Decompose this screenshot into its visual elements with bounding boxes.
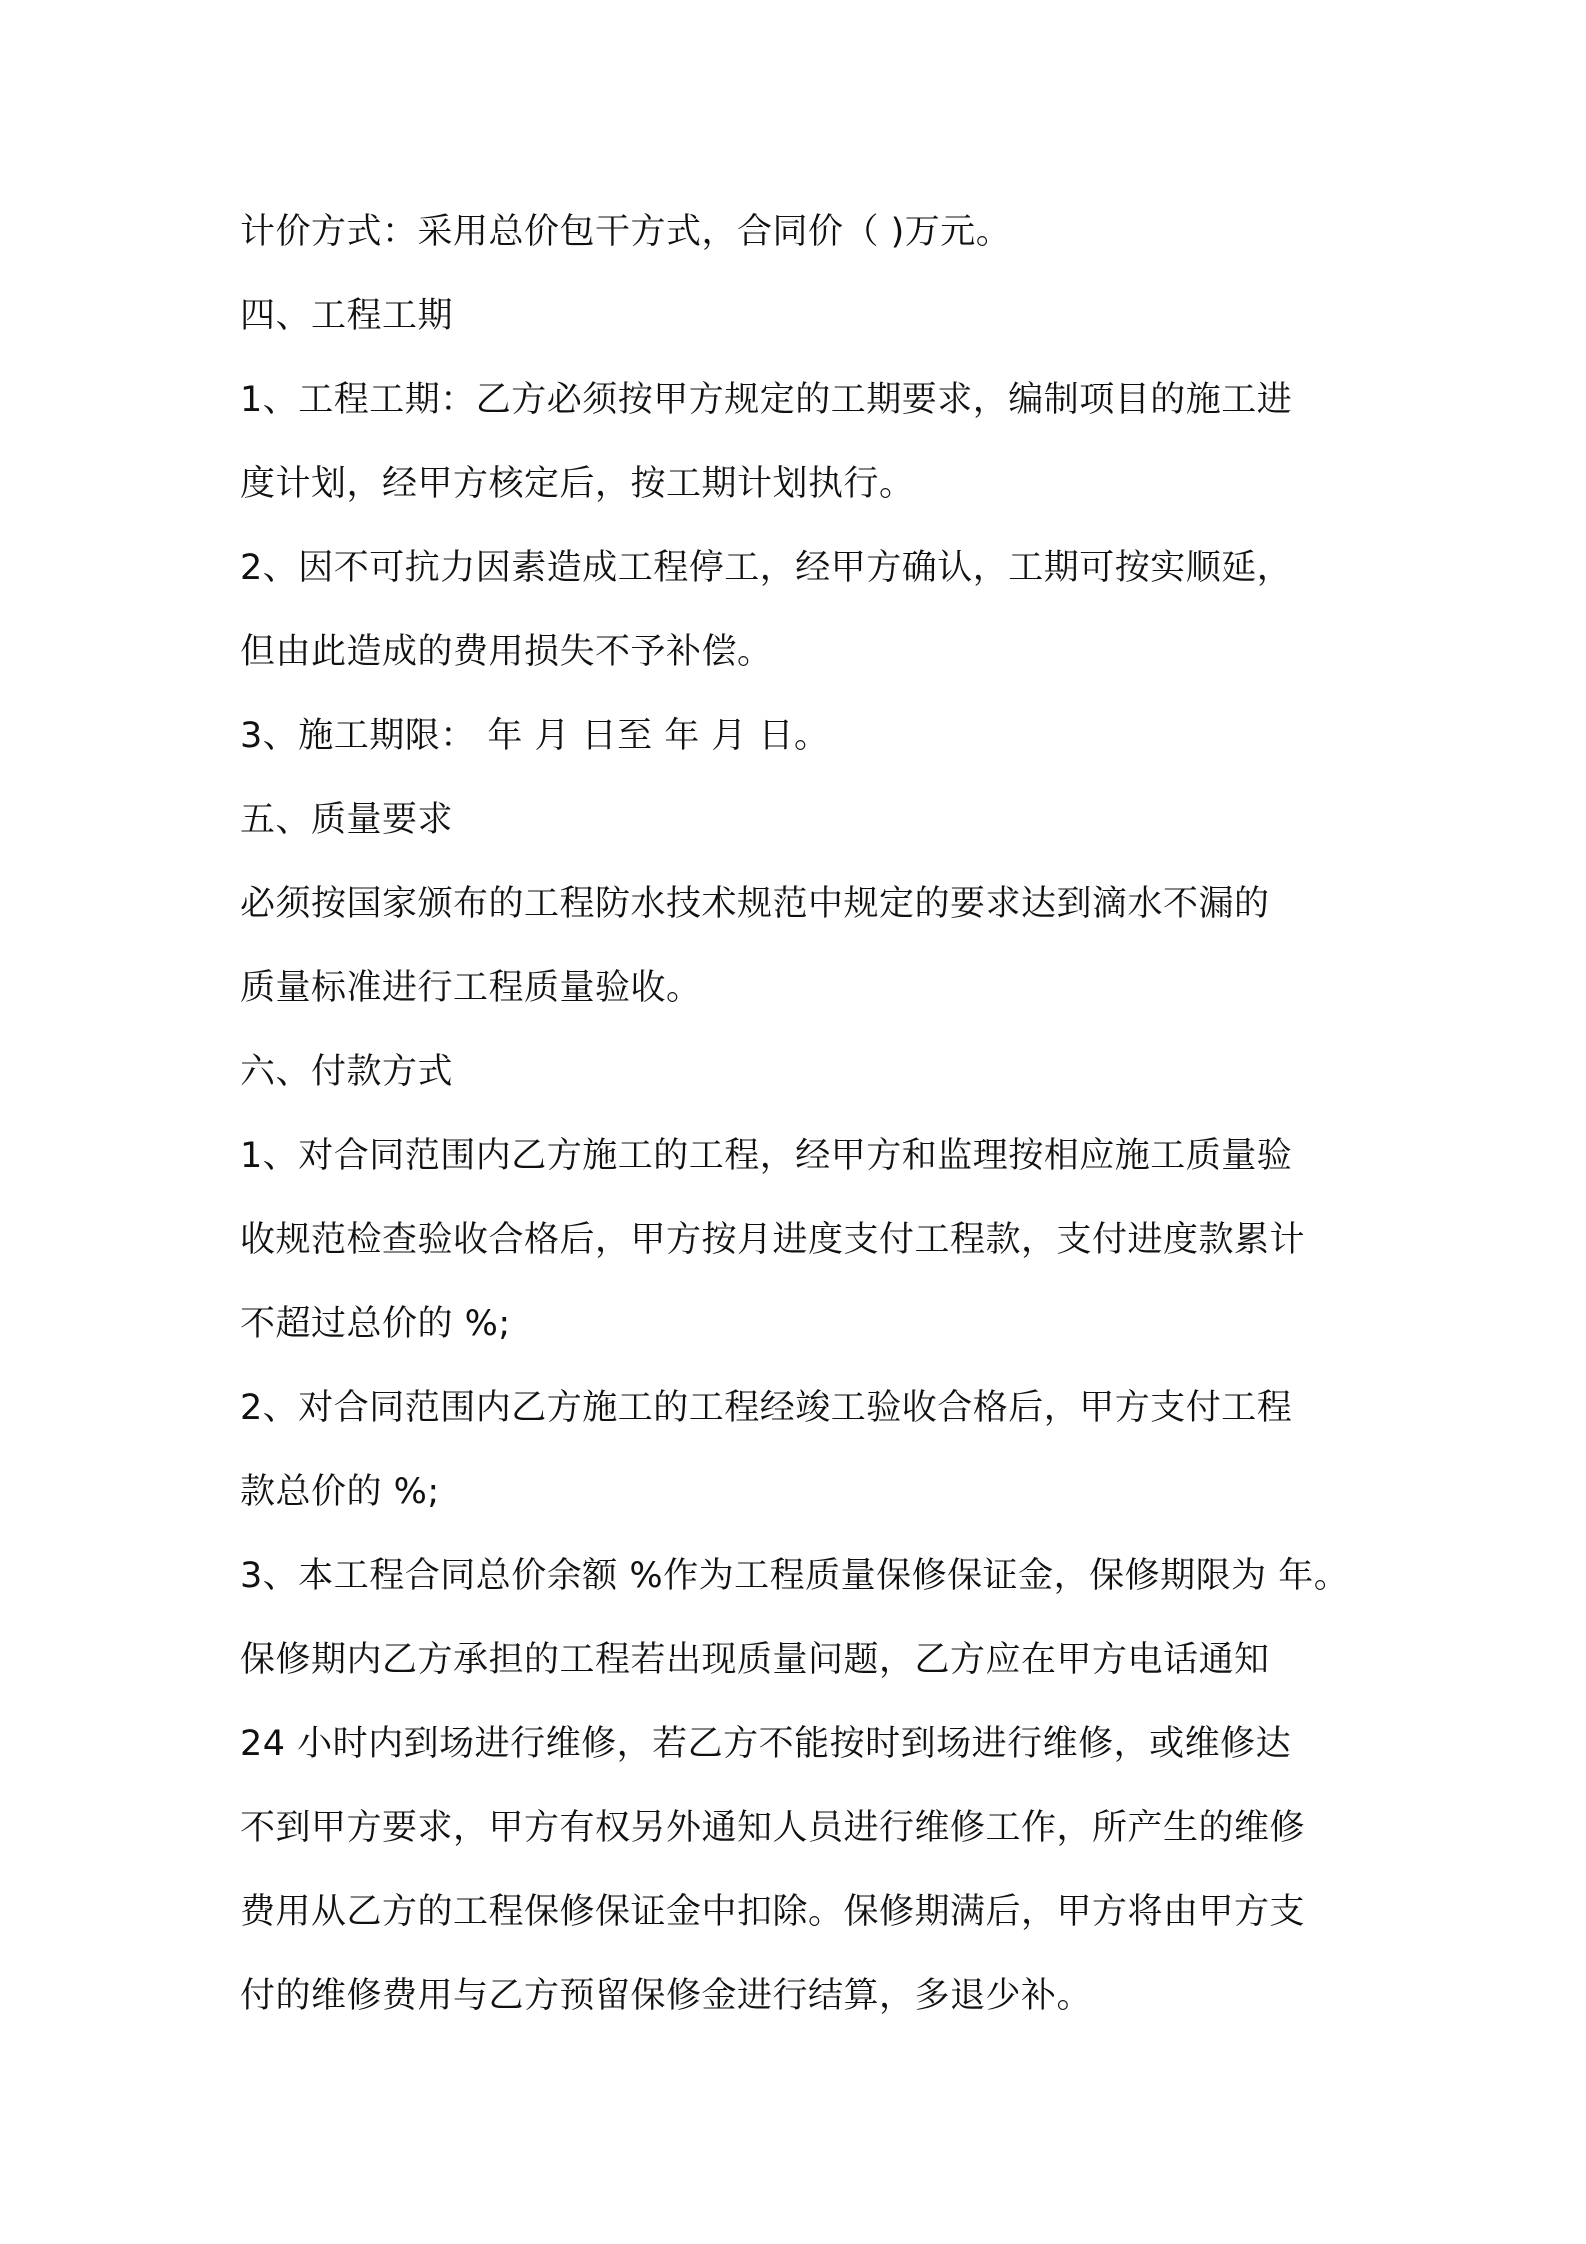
warranty-paragraph: 保修期内乙方承担的工程若出现质量问题，乙方应在甲方电话通知 [240,1640,1270,1680]
quality-paragraph: 必须按国家颁布的工程防水技术规范中规定的要求达到滴水不漏的 [240,884,1270,924]
section-heading-quality: 五、质量要求 [240,800,454,840]
warranty-paragraph-cont-1: 24 小时内到场进行维修，若乙方不能按时到场进行维修，或维修达 [240,1724,1292,1764]
warranty-paragraph-end: 付的维修费用与乙方预留保修金进行结算，多退少补。 [240,1976,1093,2016]
schedule-clause-3: 3、施工期限： 年 月 日至 年 月 日。 [240,716,830,756]
payment-clause-2: 2、对合同范围内乙方施工的工程经竣工验收合格后，甲方支付工程 [240,1388,1293,1428]
quality-paragraph-cont: 质量标准进行工程质量验收。 [240,968,702,1008]
schedule-clause-1: 1、工程工期：乙方必须按甲方规定的工期要求，编制项目的施工进 [240,380,1293,420]
payment-clause-2-end: 款总价的 %; [240,1472,440,1512]
pricing-method-line: 计价方式：采用总价包干方式，合同价（ )万元。 [240,212,1012,252]
payment-clause-3: 3、本工程合同总价余额 %作为工程质量保修保证金，保修期限为 年。 [240,1556,1350,1596]
section-heading-schedule: 四、工程工期 [240,296,454,336]
payment-clause-1-cont: 收规范检查验收合格后，甲方按月进度支付工程款，支付进度款累计 [240,1220,1306,1260]
contract-text-body [240,190,1370,2038]
schedule-clause-2-cont: 但由此造成的费用损失不予补偿。 [240,632,773,672]
warranty-paragraph-cont-2: 不到甲方要求，甲方有权另外通知人员进行维修工作，所产生的维修 [240,1808,1306,1848]
section-heading-payment: 六、付款方式 [240,1052,454,1092]
payment-clause-1-end: 不超过总价的 %; [240,1304,511,1344]
schedule-clause-1-cont: 度计划，经甲方核定后，按工期计划执行。 [240,464,915,504]
warranty-paragraph-cont-3: 费用从乙方的工程保修保证金中扣除。保修期满后，甲方将由甲方支 [240,1892,1306,1932]
schedule-clause-2: 2、因不可抗力因素造成工程停工，经甲方确认，工期可按实顺延， [240,548,1293,588]
payment-clause-1: 1、对合同范围内乙方施工的工程，经甲方和监理按相应施工质量验 [240,1136,1293,1176]
